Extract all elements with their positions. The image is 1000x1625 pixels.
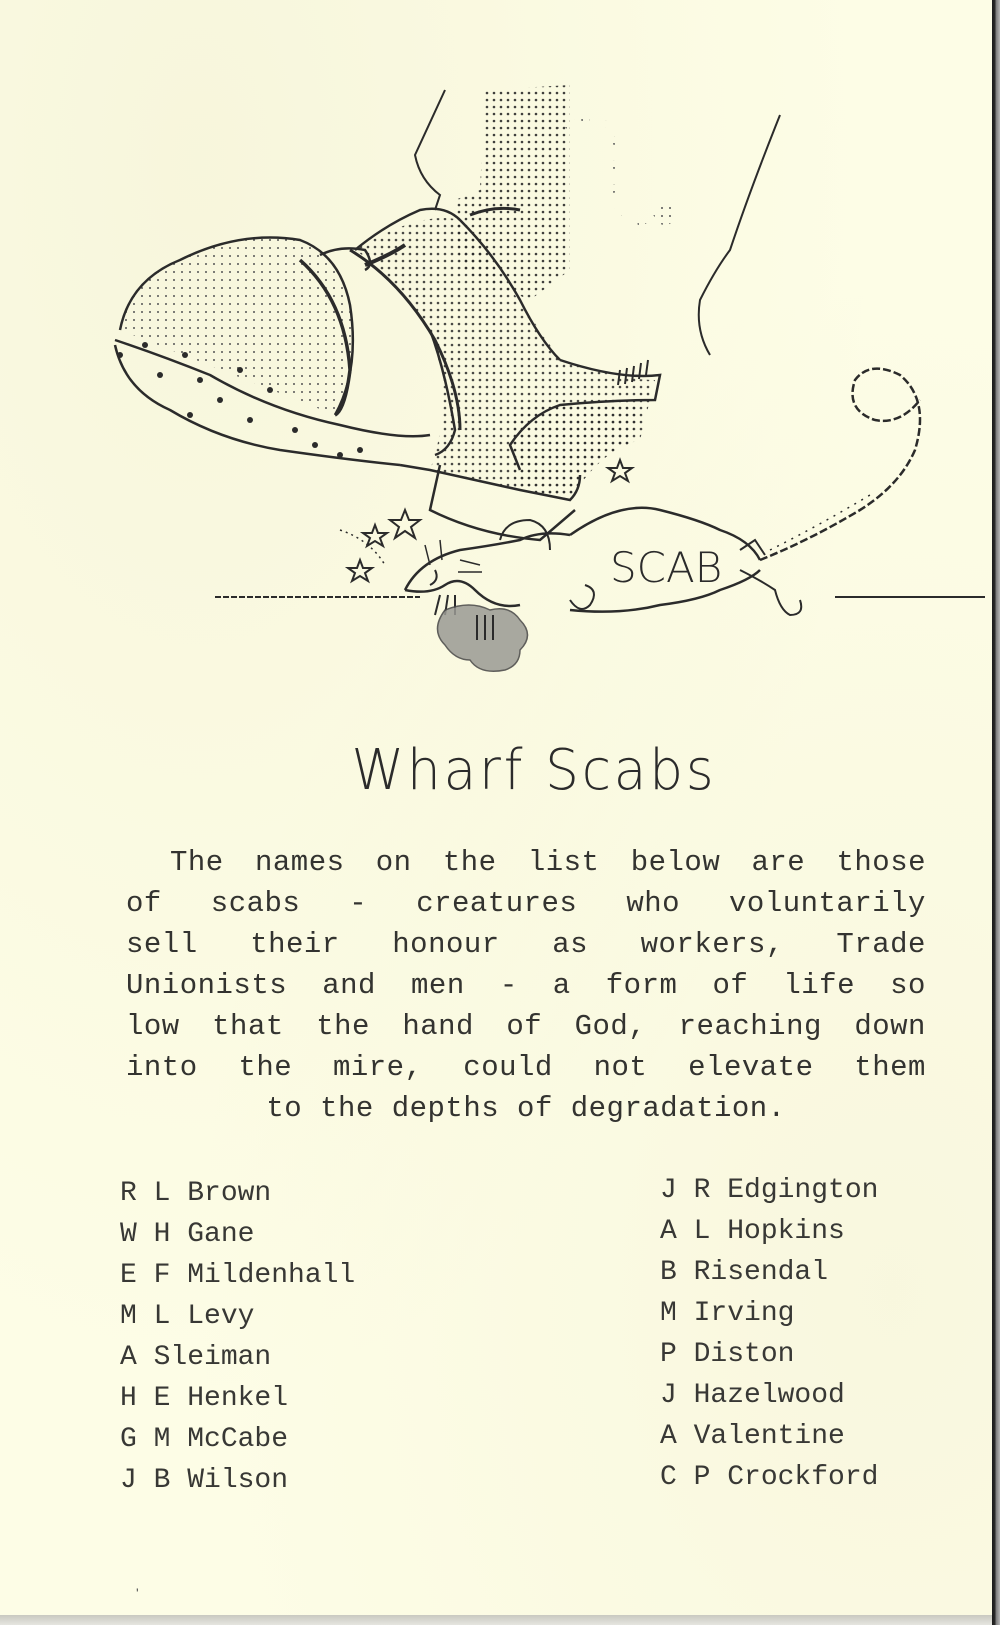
name-entry: R L Brown (120, 1178, 272, 1209)
name-entry: W H Gane (120, 1219, 255, 1250)
paragraph-word: God, (574, 1010, 647, 1043)
paragraph-word: to the depths of degradation. (266, 1092, 786, 1125)
names-list-left (120, 1173, 355, 1501)
paragraph-word: voluntarily (729, 887, 926, 920)
rat-scab-label: SCAB (610, 543, 723, 592)
paragraph-word: - (349, 887, 368, 920)
paragraph-word: men (411, 969, 465, 1002)
paragraph-word: - (499, 969, 518, 1002)
paragraph-word: not (593, 1051, 648, 1084)
name-entry: C P Crockford (660, 1462, 879, 1493)
paragraph-word: on (375, 846, 412, 879)
stray-ink-mark: ' (136, 1585, 139, 1601)
name-entry: G M McCabe (120, 1424, 289, 1455)
paragraph-word: of (506, 1010, 543, 1043)
paragraph-word: Trade (836, 928, 926, 961)
paragraph-word: so (890, 969, 926, 1002)
paragraph-line (126, 1047, 926, 1088)
paragraph-word: low (126, 1010, 180, 1043)
paragraph-word: below (630, 846, 721, 879)
name-entry: E F Mildenhall (120, 1260, 356, 1291)
paragraph-line (126, 1088, 926, 1129)
paragraph-word: and (322, 969, 376, 1002)
paragraph-word: their (250, 928, 340, 961)
paragraph-word: who (626, 887, 681, 920)
paragraph-word: into (126, 1051, 198, 1084)
name-entry: M L Levy (120, 1301, 255, 1332)
paragraph-word: those (836, 846, 926, 879)
paragraph-word: workers, (640, 928, 784, 961)
paragraph-word: form (605, 969, 678, 1002)
paragraph-word: names (254, 846, 345, 879)
paragraph-word: the (316, 1010, 370, 1043)
paragraph-word: mire, (332, 1051, 423, 1084)
name-entry: M Irving (660, 1298, 795, 1329)
paragraph-word: as (552, 928, 589, 961)
paragraph-word: could (463, 1051, 553, 1084)
paragraph-line (126, 924, 926, 965)
name-entry: A Sleiman (120, 1342, 272, 1373)
paragraph-word: list (527, 846, 600, 879)
name-entry: H E Henkel (120, 1383, 289, 1414)
paragraph-word: elevate (688, 1051, 814, 1084)
paragraph-word: that (212, 1010, 284, 1043)
name-entry: J Hazelwood (660, 1380, 845, 1411)
trouser-crease (560, 120, 660, 223)
paragraph-word: life (783, 969, 855, 1002)
paragraph-word: down (854, 1010, 926, 1043)
name-entry: J B Wilson (120, 1465, 289, 1496)
name-entry: A L Hopkins (660, 1216, 845, 1247)
paragraph-line (126, 842, 926, 883)
paragraph-word: scabs (210, 887, 301, 920)
paragraph-word: Unionists (126, 969, 288, 1002)
page-bottom-edge (0, 1615, 992, 1625)
paragraph-word: the (238, 1051, 293, 1084)
paragraph-word: them (854, 1051, 926, 1084)
page-edge-shadow (992, 0, 1000, 1625)
paragraph-word: honour (392, 928, 500, 961)
paragraph-line (126, 1006, 926, 1047)
paragraph-word: reaching (678, 1010, 822, 1043)
document-title: Wharf Scabs (351, 738, 717, 803)
name-entry: B Risendal (660, 1257, 829, 1288)
names-list-right (660, 1170, 878, 1498)
paragraph-line (126, 965, 926, 1006)
paragraph-word: of (712, 969, 749, 1002)
paragraph-word: The (170, 846, 224, 879)
paragraph-word: are (751, 846, 806, 879)
name-entry: A Valentine (660, 1421, 845, 1452)
paragraph-word: sell (126, 928, 198, 961)
intro-paragraph (126, 842, 926, 1129)
paragraph-word: the (442, 846, 497, 879)
paragraph-word: creatures (416, 887, 578, 920)
boot-and-rat-illustration (100, 70, 990, 710)
name-entry: P Diston (660, 1339, 795, 1370)
paragraph-word: hand (402, 1010, 474, 1043)
paragraph-word: of (126, 887, 162, 920)
paragraph-word: a (552, 969, 571, 1002)
paragraph-line (126, 883, 926, 924)
splat (438, 605, 528, 671)
name-entry: J R Edgington (660, 1175, 879, 1206)
